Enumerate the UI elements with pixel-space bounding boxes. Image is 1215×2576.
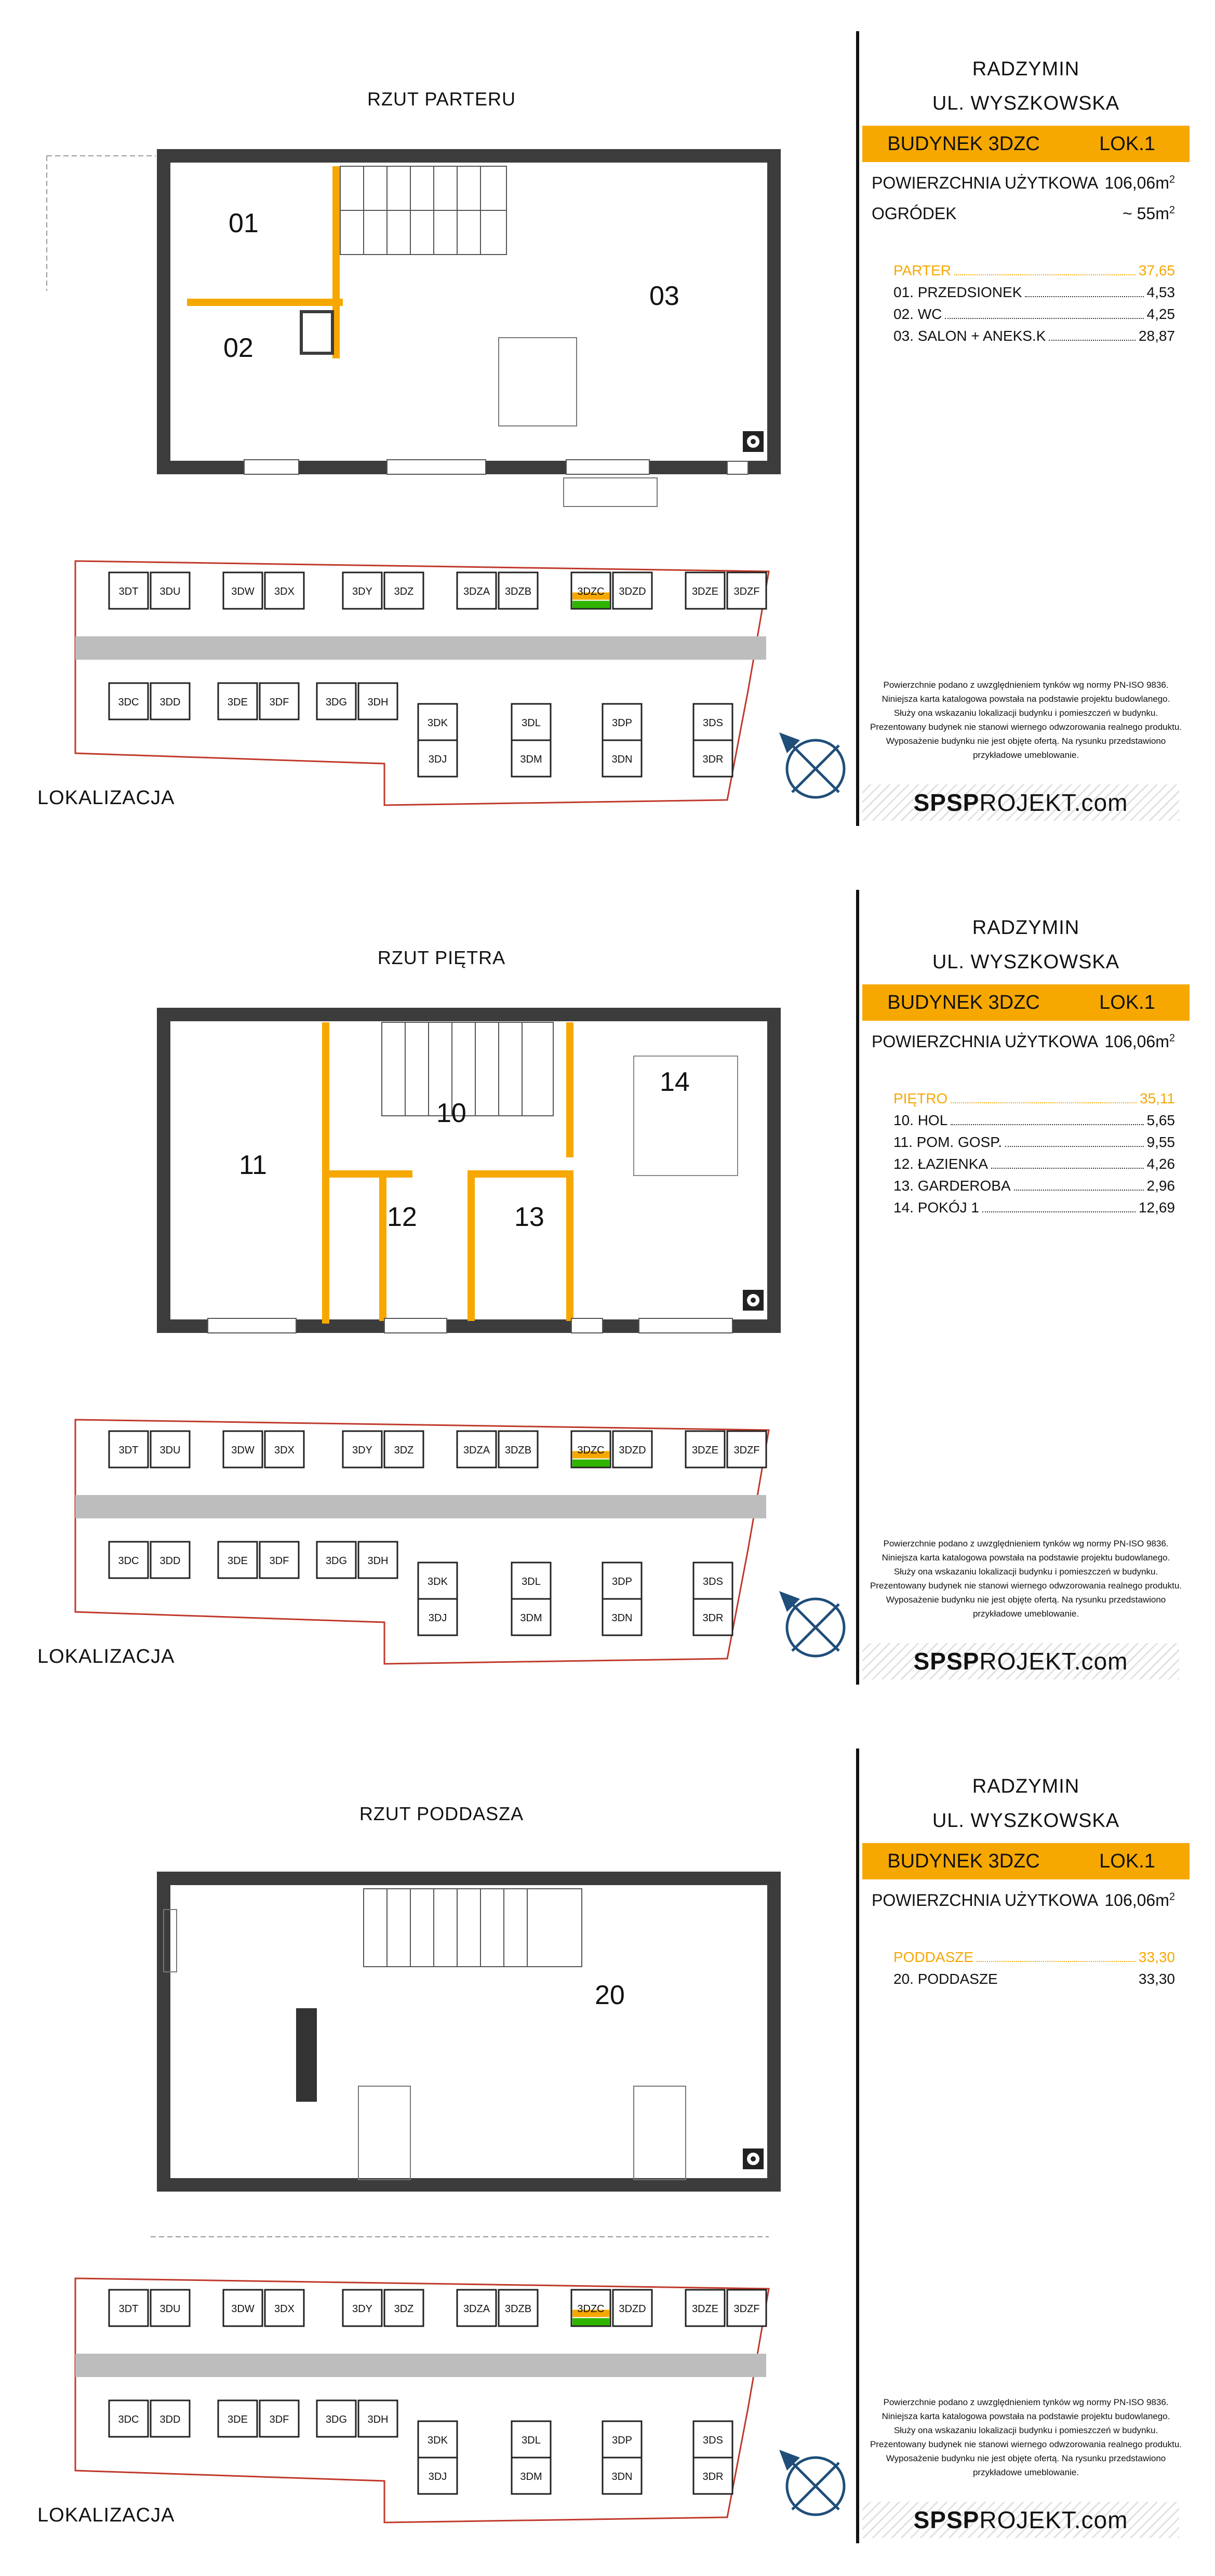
building-label: 3DD	[159, 697, 181, 708]
unit-label: LOK.1	[1099, 991, 1155, 1013]
unit-label: LOK.1	[1099, 1850, 1155, 1872]
building-label: 3DZC	[577, 586, 605, 597]
building-3dza	[457, 2290, 496, 2326]
room-row: 02. WC 4,25	[893, 306, 1175, 322]
brand-logo: SPSP ROJEKT.com	[862, 784, 1179, 821]
building-3du	[151, 572, 190, 609]
building-label: 3DR	[702, 754, 724, 765]
city-name: RADZYMIN	[972, 58, 1080, 80]
building-label: 3DG	[325, 2414, 348, 2425]
room-label: 02	[223, 333, 253, 363]
building-3dr	[693, 2458, 732, 2494]
building-3dzd	[613, 2290, 652, 2326]
building-label: 3DZA	[463, 1445, 490, 1456]
street-name: UL. WYSZKOWSKA	[932, 1810, 1120, 1832]
building-bar	[862, 126, 1190, 162]
garden-area	[862, 204, 1190, 223]
building-3dzb	[499, 2290, 538, 2326]
building-3dd	[151, 1542, 190, 1578]
building-3dzf	[727, 572, 766, 609]
building-label: 3DF	[269, 1555, 289, 1567]
building-label: 3DN	[611, 1612, 633, 1624]
info-panel	[862, 890, 1190, 1219]
building-label: 3DT	[118, 2303, 139, 2315]
building-3dd	[151, 683, 190, 719]
building-label: 3DL	[522, 717, 541, 729]
building-label: BUDYNEK 3DZC	[887, 991, 1040, 1013]
room-row: 01. PRZEDSIONEK 4,53	[893, 284, 1175, 300]
road	[75, 1495, 766, 1518]
building-3dj	[418, 1599, 457, 1635]
site-map-poddasze	[0, 1717, 852, 2576]
compass-icon	[779, 732, 844, 797]
building-label: 3DW	[231, 586, 255, 597]
building-label: 3DS	[703, 1576, 723, 1587]
room-row: 03. SALON + ANEKS.K 28,87	[893, 328, 1175, 344]
building-3dg	[317, 1542, 356, 1578]
building-label: 3DZC	[577, 2303, 605, 2315]
building-label: 3DM	[520, 1612, 542, 1624]
usable-area	[862, 1032, 1190, 1051]
building-label: 3DT	[118, 1445, 139, 1456]
garden-label: OGRÓDEK	[872, 204, 957, 223]
building-bar	[862, 984, 1190, 1021]
room-label: 20	[595, 1980, 625, 2010]
room-label: 10	[436, 1098, 466, 1128]
building-label: BUDYNEK 3DZC	[887, 1850, 1040, 1872]
floor-total: PODDASZE 33,30	[893, 1949, 1175, 1965]
building-label: 3DW	[231, 2303, 255, 2315]
city-name: RADZYMIN	[972, 917, 1080, 939]
plan-title: RZUT PODDASZA	[359, 1803, 524, 1824]
usable-area	[862, 173, 1190, 193]
building-3dze	[686, 1431, 725, 1467]
building-3dzd	[613, 1431, 652, 1467]
building-label: 3DP	[612, 1576, 632, 1587]
building-3dr	[693, 740, 732, 777]
disclaimer: Powierzchnie podano z uwzględnieniem tynków wg normy PN-ISO 9836. Niniejsza karta katalogowa powstała na podstawie projektu budowlanego. Służy ona wskazaniu lokalizacji budynku i pomieszczeń w budynku. Prezentowany budynek nie stanowi wiernego odwzorowania realnego produktu. Wyposażenie budynku nie jest objęte ofertą. Na rysunku przedstawiono przykładowe umeblowanie.	[870, 1539, 1182, 1619]
plan-title: RZUT PIĘTRA	[377, 947, 506, 968]
brand-logo: SPSP ROJEKT.com	[862, 2502, 1179, 2538]
building-label: 3DP	[612, 717, 632, 729]
location-label: LOKALIZACJA	[37, 787, 175, 809]
divider	[856, 1749, 859, 2543]
building-3dt	[109, 2290, 148, 2326]
building-3dc	[109, 2400, 148, 2437]
building-label: 3DJ	[428, 1612, 447, 1624]
sheet-pietro	[0, 859, 1215, 1717]
building-label: 3DZD	[619, 1445, 646, 1456]
building-3de	[218, 683, 257, 719]
building-3dw	[223, 2290, 262, 2326]
floor-total: PARTER 37,65	[893, 262, 1175, 278]
room-list	[862, 1088, 1190, 1219]
building-label: 3DZF	[733, 2303, 760, 2315]
building-3dm	[512, 1599, 551, 1635]
garden-value: ~ $55m^2$	[1123, 204, 1175, 223]
building-3df	[260, 1542, 299, 1578]
building-3dh	[358, 683, 397, 719]
room-row: 20. PODDASZE 33,30	[893, 1971, 1175, 1987]
room-row: 12. ŁAZIENKA 4,26	[893, 1156, 1175, 1172]
building-3dz	[384, 1431, 423, 1467]
building-3ds	[693, 704, 732, 740]
floor-total: PIĘTRO 35,11	[893, 1090, 1175, 1106]
building-3ds	[693, 2421, 732, 2458]
building-3dza	[457, 1431, 496, 1467]
building-label: 3DN	[611, 754, 633, 765]
building-label: 3DJ	[428, 754, 447, 765]
city-name: RADZYMIN	[972, 1776, 1080, 1797]
building-3dx	[265, 2290, 304, 2326]
room-label: 12	[387, 1202, 417, 1232]
usable-area-label: POWIERZCHNIA UŻYTKOWA	[872, 173, 1099, 192]
building-3dp	[603, 2421, 642, 2458]
usable-area	[862, 1891, 1190, 1910]
building-3de	[218, 1542, 257, 1578]
building-label: 3DZA	[463, 586, 490, 597]
building-3dw	[223, 1431, 262, 1467]
building-3dx	[265, 572, 304, 609]
building-label: 3DY	[352, 2303, 372, 2315]
building-label: 3DS	[703, 717, 723, 729]
building-3dw	[223, 572, 262, 609]
building-label: 3DZD	[619, 2303, 646, 2315]
building-label: 3DH	[367, 697, 389, 708]
building-3dzc	[571, 572, 610, 609]
building-label: 3DZE	[691, 1445, 719, 1456]
road	[75, 636, 766, 660]
building-3dg	[317, 2400, 356, 2437]
building-label: 3DE	[228, 2414, 248, 2425]
building-3dg	[317, 683, 356, 719]
building-3dzb	[499, 572, 538, 609]
room-row: 14. POKÓJ 1 12,69	[893, 1199, 1175, 1216]
building-3dze	[686, 2290, 725, 2326]
building-label: 3DZ	[394, 586, 414, 597]
building-3dh	[358, 1542, 397, 1578]
building-label: 3DZE	[691, 586, 719, 597]
street-name: UL. WYSZKOWSKA	[932, 92, 1120, 114]
room-label: 03	[649, 281, 679, 311]
building-3dm	[512, 740, 551, 777]
building-3dz	[384, 572, 423, 609]
usable-area-label: POWIERZCHNIA UŻYTKOWA	[872, 1891, 1099, 1910]
unit-label: LOK.1	[1099, 132, 1155, 155]
usable-area-value: $106,06m^2$	[1104, 1891, 1175, 1910]
sheet-parter	[0, 0, 1215, 859]
building-3dy	[343, 2290, 382, 2326]
building-3df	[260, 2400, 299, 2437]
building-label: 3DH	[367, 1555, 389, 1567]
building-label: 3DC	[118, 2414, 139, 2425]
building-label: 3DG	[325, 1555, 348, 1567]
room-label: 11	[239, 1150, 267, 1180]
location-label: LOKALIZACJA	[37, 2504, 175, 2526]
building-3dk	[418, 704, 457, 740]
building-3dn	[603, 1599, 642, 1635]
building-3dp	[603, 1563, 642, 1599]
building-label: 3DP	[612, 2435, 632, 2446]
building-label: 3DH	[367, 2414, 389, 2425]
building-3dn	[603, 2458, 642, 2494]
info-panel	[862, 1749, 1190, 1990]
building-3dzf	[727, 1431, 766, 1467]
building-label: 3DZF	[733, 1445, 760, 1456]
city	[862, 911, 1190, 979]
building-label: 3DG	[325, 697, 348, 708]
building-3dh	[358, 2400, 397, 2437]
usable-area-label: POWIERZCHNIA UŻYTKOWA	[872, 1032, 1099, 1051]
building-3de	[218, 2400, 257, 2437]
building-label: 3DE	[228, 1555, 248, 1567]
building-3dzc	[571, 2290, 610, 2326]
compass-icon	[779, 1591, 844, 1656]
disclaimer: Powierzchnie podano z uwzględnieniem tynków wg normy PN-ISO 9836. Niniejsza karta katalogowa powstała na podstawie projektu budowlanego. Służy ona wskazaniu lokalizacji budynku i pomieszczeń w budynku. Prezentowany budynek nie stanowi wiernego odwzorowania realnego produktu. Wyposażenie budynku nie jest objęte ofertą. Na rysunku przedstawiono przykładowe umeblowanie.	[870, 680, 1182, 760]
building-label: 3DZB	[504, 1445, 532, 1456]
building-label: 3DU	[159, 586, 181, 597]
building-3df	[260, 683, 299, 719]
building-label: 3DX	[274, 1445, 295, 1456]
building-3dzf	[727, 2290, 766, 2326]
building-3ds	[693, 1563, 732, 1599]
building-label: 3DX	[274, 2303, 295, 2315]
room-row: 11. POM. GOSP. 9,55	[893, 1134, 1175, 1150]
building-label: 3DR	[702, 2471, 724, 2482]
building-3dy	[343, 572, 382, 609]
building-3dz	[384, 2290, 423, 2326]
building-label: 3DE	[228, 697, 248, 708]
building-label: 3DZ	[394, 1445, 414, 1456]
room-label: 01	[229, 208, 259, 238]
divider	[856, 890, 859, 1685]
building-3dj	[418, 740, 457, 777]
building-3dk	[418, 1563, 457, 1599]
building-label: 3DT	[118, 586, 139, 597]
building-label: 3DF	[269, 2414, 289, 2425]
building-label: 3DW	[231, 1445, 255, 1456]
building-3dn	[603, 740, 642, 777]
building-label: 3DZ	[394, 2303, 414, 2315]
building-3dza	[457, 572, 496, 609]
building-3dr	[693, 1599, 732, 1635]
plan-title: RZUT PARTERU	[367, 88, 516, 110]
building-label: 3DL	[522, 2435, 541, 2446]
building-3dy	[343, 1431, 382, 1467]
location-label: LOKALIZACJA	[37, 1646, 175, 1667]
building-3dzd	[613, 572, 652, 609]
building-label: 3DK	[428, 717, 448, 729]
building-label: 3DY	[352, 1445, 372, 1456]
room-label: 13	[514, 1202, 544, 1232]
building-3dt	[109, 572, 148, 609]
building-label: 3DJ	[428, 2471, 447, 2482]
building-3dm	[512, 2458, 551, 2494]
building-label: 3DN	[611, 2471, 633, 2482]
building-3du	[151, 1431, 190, 1467]
building-3dl	[512, 2421, 551, 2458]
building-label: 3DR	[702, 1612, 724, 1624]
city	[862, 1769, 1190, 1838]
room-row: 10. HOL 5,65	[893, 1112, 1175, 1128]
room-row: 13. GARDEROBA 2,96	[893, 1178, 1175, 1194]
building-label: 3DK	[428, 1576, 448, 1587]
building-3dze	[686, 572, 725, 609]
building-label: 3DX	[274, 586, 295, 597]
usable-area-value: $106,06m^2$	[1104, 173, 1175, 192]
building-3dx	[265, 1431, 304, 1467]
divider	[856, 31, 859, 826]
building-label: 3DM	[520, 2471, 542, 2482]
building-label: 3DZE	[691, 2303, 719, 2315]
building-3dk	[418, 2421, 457, 2458]
info-panel	[862, 31, 1190, 347]
building-label: 3DC	[118, 697, 139, 708]
building-label: 3DL	[522, 1576, 541, 1587]
building-label: 3DS	[703, 2435, 723, 2446]
disclaimer: Powierzchnie podano z uwzględnieniem tynków wg normy PN-ISO 9836. Niniejsza karta katalogowa powstała na podstawie projektu budowlanego. Służy ona wskazaniu lokalizacji budynku i pomieszczeń w budynku. Prezentowany budynek nie stanowi wiernego odwzorowania realnego produktu. Wyposażenie budynku nie jest objęte ofertą. Na rysunku przedstawiono przykładowe umeblowanie.	[870, 2397, 1182, 2477]
building-3du	[151, 2290, 190, 2326]
room-list	[862, 260, 1190, 347]
building-3dt	[109, 1431, 148, 1467]
building-label: 3DK	[428, 2435, 448, 2446]
building-3dj	[418, 2458, 457, 2494]
building-label: 3DZF	[733, 586, 760, 597]
building-label: 3DD	[159, 2414, 181, 2425]
city	[862, 52, 1190, 121]
building-label: 3DZD	[619, 586, 646, 597]
building-label: 3DU	[159, 2303, 181, 2315]
room-label: 14	[660, 1067, 690, 1097]
building-label: 3DY	[352, 586, 372, 597]
building-3dd	[151, 2400, 190, 2437]
compass-icon	[779, 2450, 844, 2515]
building-3dc	[109, 1542, 148, 1578]
building-label: 3DC	[118, 1555, 139, 1567]
building-label: 3DM	[520, 754, 542, 765]
site-map-pietro	[0, 859, 852, 1717]
street-name: UL. WYSZKOWSKA	[932, 951, 1120, 973]
building-3dc	[109, 683, 148, 719]
building-label: 3DZC	[577, 1445, 605, 1456]
building-3dp	[603, 704, 642, 740]
building-label: 3DU	[159, 1445, 181, 1456]
building-label: 3DZB	[504, 586, 532, 597]
building-3dl	[512, 704, 551, 740]
site-map-parter	[0, 0, 852, 859]
building-bar	[862, 1843, 1190, 1879]
building-3dl	[512, 1563, 551, 1599]
road	[75, 2354, 766, 2377]
building-label: 3DZA	[463, 2303, 490, 2315]
building-label: 3DF	[269, 697, 289, 708]
building-label: BUDYNEK 3DZC	[887, 132, 1040, 155]
usable-area-value: $106,06m^2$	[1104, 1032, 1175, 1051]
brand-logo: SPSP ROJEKT.com	[862, 1643, 1179, 1679]
building-label: 3DZB	[504, 2303, 532, 2315]
room-list	[862, 1946, 1190, 1990]
sheet-poddasze	[0, 1717, 1215, 2576]
building-label: 3DD	[159, 1555, 181, 1567]
building-3dzc	[571, 1431, 610, 1467]
building-3dzb	[499, 1431, 538, 1467]
